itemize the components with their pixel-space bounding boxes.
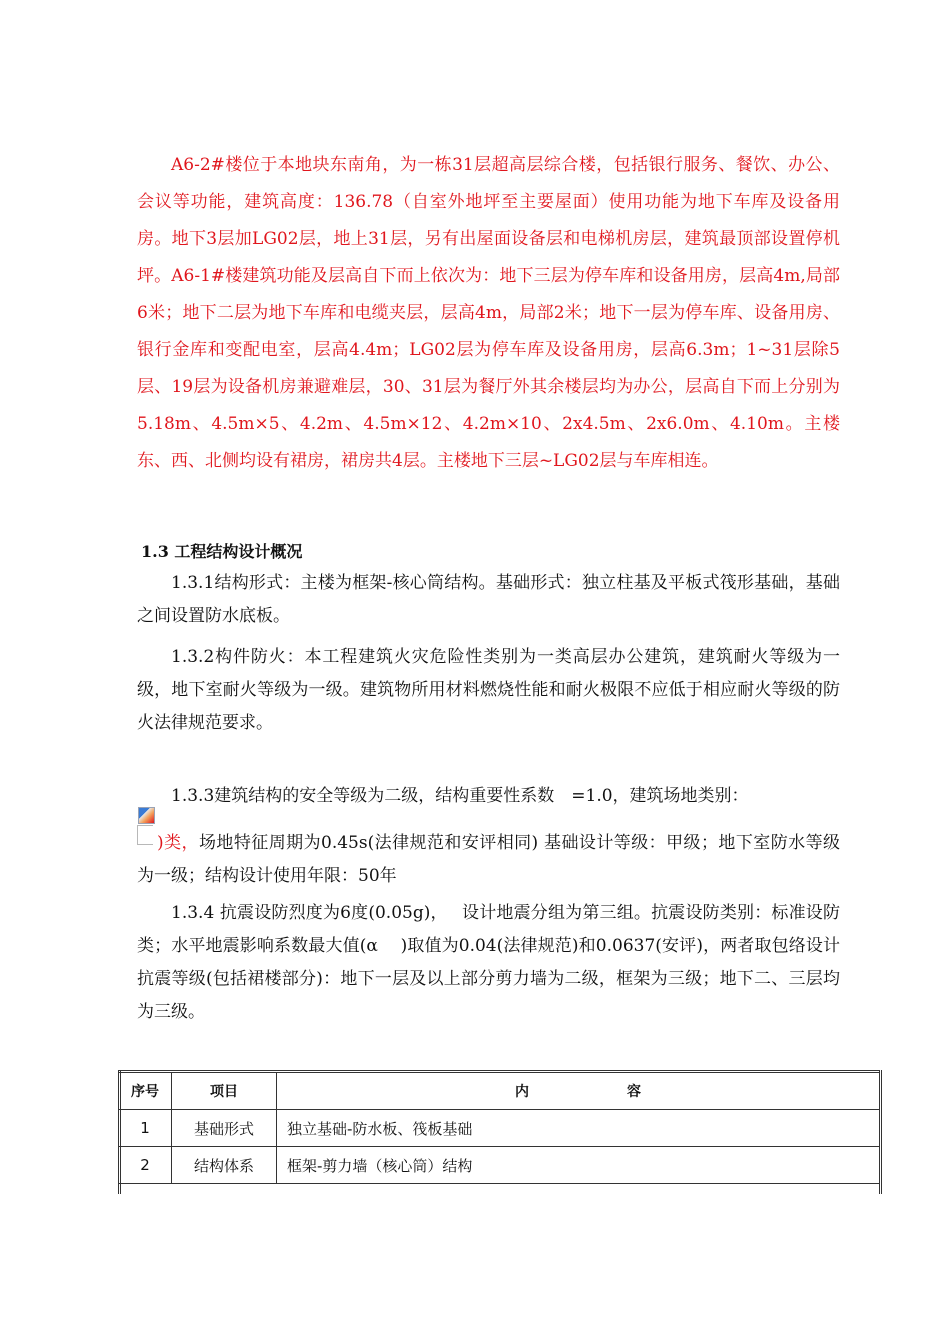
table-left-border — [118, 1070, 124, 1194]
cell-no: 1 — [119, 1110, 172, 1147]
cell-content: 独立基础-防水板、筏板基础 — [277, 1110, 880, 1147]
structure-summary-table — [118, 1070, 880, 1184]
paragraph-seismic: 1.3.4 抗震设防烈度为6度(0.05g)， 设计地震分组为第三组。抗震设防类别：标准设防类；水平地震影响系数最大值(α )取值为0.04(法律规范)和0.0637(安评)，两者取包络设计抗震等级(包括裙楼部分)：地下一层及以上部分剪力墙为二级，框架为三级；地下二、三层均为三级。 — [137, 903, 840, 1022]
section-heading: 1.3 工程结构设计概况 — [141, 542, 303, 561]
table-row — [119, 1110, 880, 1147]
cell-no: 2 — [119, 1147, 172, 1184]
site-class-text: 场地特征周期为0.45s(法律规范和安评相同) 基础设计等级：甲级；地下室防水等级为一级；结构设计使用年限：50年 — [137, 833, 840, 886]
header-item: 项目 — [172, 1072, 277, 1110]
paragraph-site-class — [137, 827, 840, 893]
building-overview-paragraph: A6-2#楼位于本地块东南角，为一栋31层超高层综合楼，包括银行服务、餐饮、办公、会议等功能，建筑高度：136.78（自室外地坪至主要屋面）使用功能为地下车库及设备用房。地下3层加LG02层，地上31层，另有出屋面设备层和电梯机房层，建筑最顶部设置停机坪。A6-1#楼建筑功能及层高自下而上依次为：地下三层为停车库和设备用房，层高4m,局部6米；地下二层为地下车库和电缆夹层，层高4m，局部2米；地下一层为停车库、设备用房、银行金库和变配电室，层高4.4m；LG02层为停车库及设备用房，层高6.3m；1~31层除5层、19层为设备机房兼避难层，30、31层为餐厅外其余楼层均为办公，层高自下而上分别为5.18m、4.5m×5、4.2m、4.5m×12、4.2m×10、2x4.5m、2x6.0m、4.10m。主楼东、西、北侧均设有裙房，裙房共4层。主楼地下三层~LG02层与车库相连。 — [137, 155, 840, 471]
table-right-border — [876, 1070, 882, 1194]
header-content-b: 容 — [627, 1084, 641, 1100]
table-row — [119, 1147, 880, 1184]
paragraph-structure-form: 1.3.1结构形式：主楼为框架-核心筒结构。基础形式：独立柱基及平板式筏形基础，基础之间设置防水底板。 — [137, 573, 840, 626]
paragraph-safety-grade: 1.3.3建筑结构的安全等级为二级，结构重要性系数 =1.0，建筑场地类别： — [171, 786, 749, 806]
header-content — [277, 1072, 880, 1110]
cell-item: 结构体系 — [172, 1147, 277, 1184]
cell-item: 基础形式 — [172, 1110, 277, 1147]
paragraph-fire-protection: 1.3.2构件防火：本工程建筑火灾危险性类别为一类高层办公建筑，建筑耐火等级为一级，地下室耐火等级为一级。建筑物所用材料燃烧性能和耐火极限不应低于相应耐火等级的防火法律规范要求。 — [137, 647, 840, 733]
cell-content: 框架-剪力墙（核心筒）结构 — [277, 1147, 880, 1184]
site-class-red-text: )类， — [157, 833, 199, 853]
header-content-a: 内 — [515, 1084, 529, 1100]
table-header-row — [119, 1072, 880, 1110]
header-no: 序号 — [119, 1072, 172, 1110]
